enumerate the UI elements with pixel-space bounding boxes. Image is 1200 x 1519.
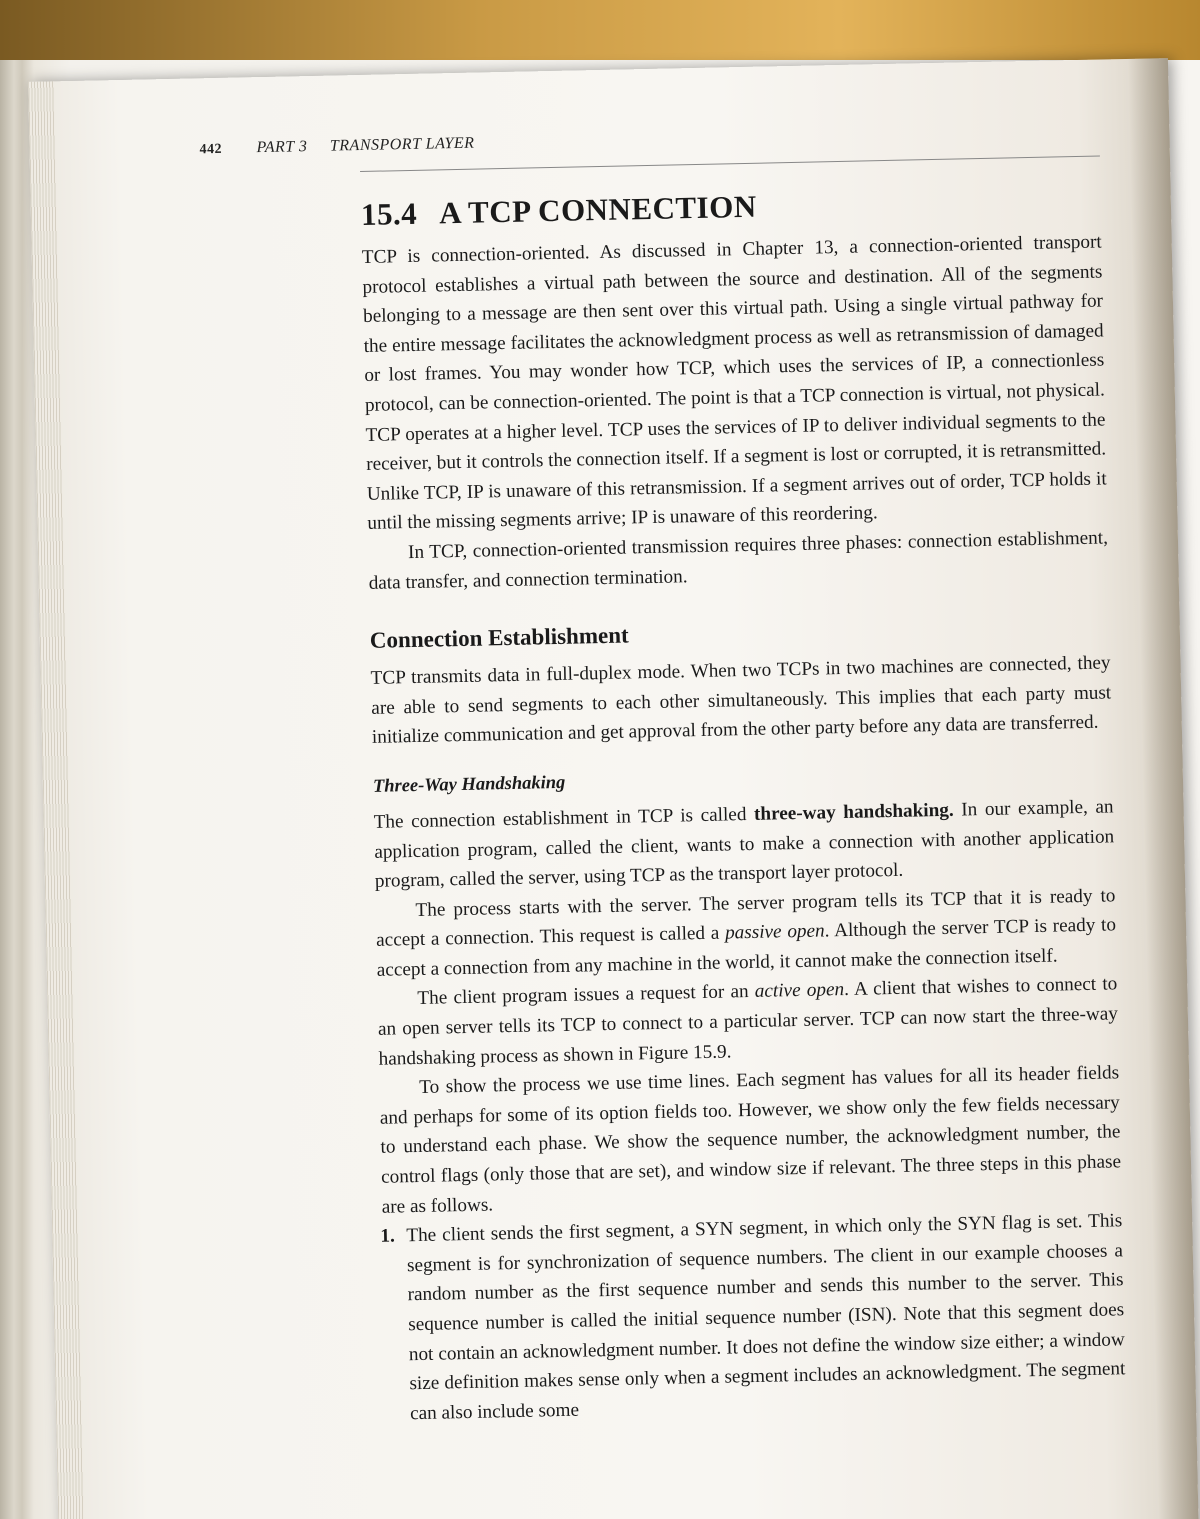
book-page: [28, 58, 1199, 1519]
page-number: 442: [199, 141, 223, 158]
section-number: 15.4: [360, 195, 418, 232]
text-run: The client program issues a request for an: [417, 981, 756, 1010]
section-title-text: A TCP CONNECTION: [438, 188, 758, 231]
text-run: In our example, an application program, called the client, wants to make a connection with another application program, called the server, using TCP as the transport layer protocol.: [374, 796, 1115, 892]
list-item: [380, 1206, 1126, 1428]
handshaking-paragraph-2: [375, 881, 1117, 985]
intro-paragraph-2: In TCP, connection-oriented transmission requires three phases: connection establishment, data transfer, and connection termination.: [368, 527, 1109, 594]
page-content: [360, 170, 1126, 1430]
subsection-heading: Connection Establishment: [369, 622, 629, 654]
italic-term: active open: [754, 979, 845, 1003]
list-item-text: The client sends the first segment, a SYN segment, in which only the SYN flag is set. This segment is for synchronization of sequence numbers. The client in our example chooses a random number as the first sequence number and sends this number to the server. This sequence number is called the initial sequence number (ISN). Note that this segment does not contain an acknowledgment number. It does not define the window size either; a window size definition makes sense only when a segment includes an acknowledgment. The segment can also include some: [406, 1210, 1126, 1425]
handshaking-paragraph-4: To show the process we use time lines. Each segment has values for all its header fields and perhaps for some of its option fields too. However, we show only the few fields necessary to understand each phase. We show the sequence number, the acknowledgment number, the control flags (only those that are set), and window size if relevant. The three steps in this phase are as follows.: [379, 1062, 1122, 1218]
page-stack: [0, 60, 1200, 1519]
handshaking-paragraph-3: [377, 970, 1119, 1074]
text-run: . A client that wishes to connect to an open server tells its TCP to connect to a particular server. TCP can now start the three-way handshaking process as shown in Figure 15.9.: [377, 973, 1119, 1070]
text-run: The connection establishment in TCP is called: [373, 803, 755, 833]
page-edges: [28, 81, 85, 1519]
establishment-paragraph: TCP transmits data in full-duplex mode. When two TCPs in two machines are connected, they are able to send segments to each other simultaneously. This implies that each party must initialize communication and get approval from the other party before any data are transferred.: [370, 652, 1112, 749]
running-head: [199, 135, 474, 159]
text-run: . Although the server TCP is ready to accept a connection from any machine in the world, it cannot make the connection itself.: [376, 914, 1117, 981]
key-term: three-way handshaking.: [753, 799, 954, 825]
steps-list: [382, 1206, 1126, 1429]
header-rule: [360, 156, 1100, 172]
running-title: TRANSPORT LAYER: [329, 134, 475, 155]
subsubsection-heading: Three-Way Handshaking: [372, 772, 566, 797]
handshaking-paragraph-1: [373, 792, 1115, 896]
list-marker: 1.: [380, 1225, 395, 1248]
italic-term: passive open: [724, 920, 825, 944]
text-run: The process starts with the server. The server program tells its TCP that it is ready to accept a connection. This request is called a: [375, 885, 1116, 952]
intro-paragraph-1: TCP is connection-oriented. As discussed in Chapter 13, a connection-oriented transport protocol establishes a virtual path between the source and destination. All of the segments belonging to a message are then sent over this virtual path. Using a single virtual pathway for the entire message facilitates the acknowledgment process as well as retransmission of damaged or lost frames. You may wonder how TCP, which uses the services of IP, a connectionless protocol, can be connection-oriented. The point is that a TCP connection is virtual, not physical. TCP operates at a higher level. TCP uses the services of IP to deliver individual segments to the receiver, but it controls the connection itself. If a segment is lost or corrupted, it is retransmitted. Unlike TCP, IP is unaware of this retransmission. If a segment arrives out of order, TCP holds it until the missing segments arrive; IP is unaware of this reordering.: [361, 231, 1107, 535]
section-title: [361, 182, 1102, 233]
part-label: PART 3: [256, 138, 308, 157]
page-shadow: [1128, 58, 1199, 1519]
